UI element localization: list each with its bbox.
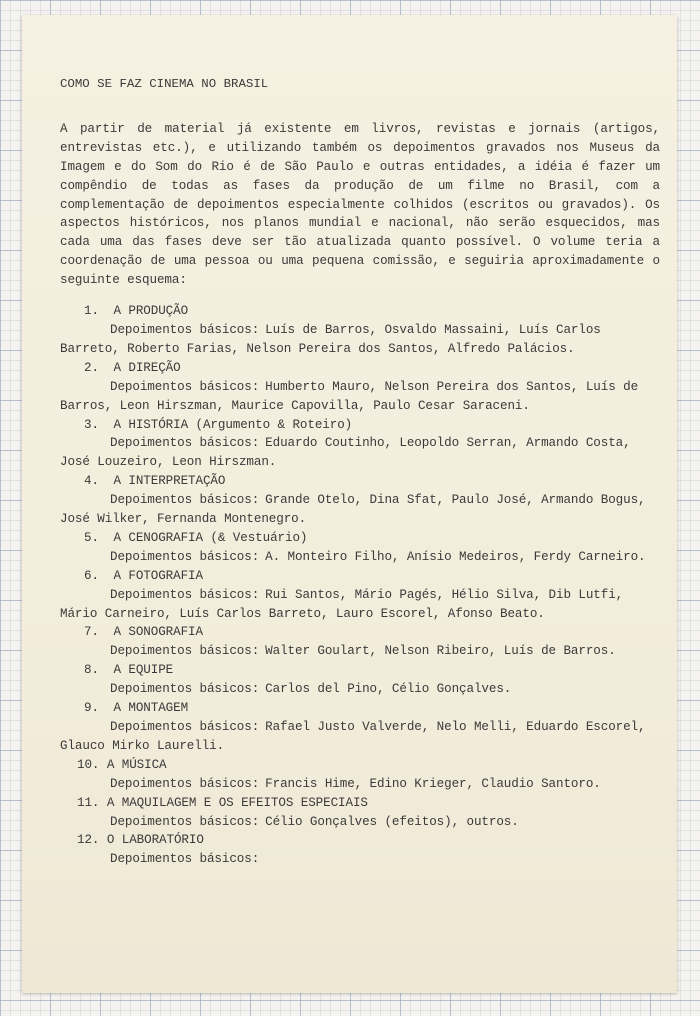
section-heading: A MÚSICA [106,757,167,772]
section-people: Célio Gonçalves (efeitos), outros. [265,814,519,829]
section-people: Rafael Justo Valverde, Nelo Melli, Eduardo Escorel, Glauco Mirko Laurelli. [60,720,646,753]
typed-document [60,75,660,869]
section-number: 10. [77,757,100,772]
section-number: 3. [84,417,99,432]
depoimentos-label: Depoimentos básicos: [110,852,260,867]
section-heading: A HISTÓRIA (Argumento & Roteiro) [113,417,353,432]
section-heading: A INTERPRETAÇÃO [113,474,226,489]
section-item [60,567,660,624]
section-item [60,794,660,832]
section-number: 4. [84,474,99,489]
section-heading: A DIREÇÃO [113,360,181,375]
section-heading: A EQUIPE [113,663,174,678]
section-people: A. Monteiro Filho, Anísio Medeiros, Ferdy Carneiro. [265,549,646,564]
section-heading: A MONTAGEM [113,701,189,716]
section-item [60,623,660,661]
section-number: 11. [77,795,100,810]
intro-paragraph: A partir de material já existente em livros, revistas e jornais (artigos, entrevistas etc.), e utilizando também os depoimentos gravados nos Museus da Imagem e do Som do Rio é de São Paulo e outras entidades, a idéia é fazer um compêndio de todas as fases da produção de um filme no Brasil, com a complementação de depoimentos especialmente colhidos (escritos ou gravados). Os aspectos históricos, nos planos mundial e nacional, não serão esquecidos, mas cada uma das fases deve ser tão atualizada quanto possível. O volume teria a coordenação de uma pessoa ou uma pequena comissão, e seguiria aproximadamente o seguinte esquema: [60,121,660,288]
section-people: Francis Hime, Edino Krieger, Claudio Santoro. [265,776,601,791]
section-people: Humberto Mauro, Nelson Pereira dos Santos, Luís de Barros, Leon Hirszman, Maurice Capovilla, Paulo Cesar Saraceni. [60,379,639,413]
section-item [60,831,660,869]
depoimentos-label: Depoimentos básicos: [110,322,260,337]
section-heading: A MAQUILAGEM E OS EFEITOS ESPECIAIS [106,795,368,810]
document-title: COMO SE FAZ CINEMA NO BRASIL [60,77,269,91]
section-number: 2. [84,360,99,375]
section-number: 5. [84,530,99,545]
section-people: Luís de Barros, Osvaldo Massaini, Luís Carlos Barreto, Roberto Farias, Nelson Pereira dos Santos, Alfredo Palácios. [60,322,601,356]
section-people: Eduardo Coutinho, Leopoldo Serran, Armando Costa, José Louzeiro, Leon Hirszman. [60,436,631,470]
section-item [60,756,660,794]
depoimentos-label: Depoimentos básicos: [110,379,260,394]
section-item [60,416,660,473]
depoimentos-label: Depoimentos básicos: [110,549,260,564]
depoimentos-label: Depoimentos básicos: [110,644,260,659]
section-heading: A CENOGRAFIA (& Vestuário) [113,530,308,545]
section-people: Walter Goulart, Nelson Ribeiro, Luís de Barros. [265,644,616,659]
section-item [60,472,660,529]
section-item [60,661,660,699]
section-item [60,302,660,359]
section-item [60,699,660,756]
depoimentos-label: Depoimentos básicos: [110,682,260,697]
depoimentos-label: Depoimentos básicos: [110,587,260,602]
section-number: 6. [84,568,99,583]
section-item [60,529,660,567]
section-people: Carlos del Pino, Célio Gonçalves. [265,682,512,697]
section-number: 12. [77,833,100,848]
section-number: 8. [84,663,99,678]
section-item [60,359,660,416]
section-number: 7. [84,625,99,640]
depoimentos-label: Depoimentos básicos: [110,436,260,451]
section-people: Rui Santos, Mário Pagés, Hélio Silva, Dib Lutfi, Mário Carneiro, Luís Carlos Barreto, Lauro Escorel, Afonso Beato. [60,587,624,621]
depoimentos-label: Depoimentos básicos: [110,814,260,829]
section-heading: A SONOGRAFIA [113,625,203,640]
section-number: 9. [84,701,99,716]
depoimentos-label: Depoimentos básicos: [110,720,260,734]
section-heading: O LABORATÓRIO [106,833,204,848]
depoimentos-label: Depoimentos básicos: [110,776,260,791]
section-heading: A PRODUÇÃO [113,304,189,319]
section-people: Grande Otelo, Dina Sfat, Paulo José, Armando Bogus, José Wilker, Fernanda Montenegro. [60,493,646,527]
typed-paper-sheet [22,15,677,993]
section-heading: A FOTOGRAFIA [113,568,203,583]
depoimentos-label: Depoimentos básicos: [110,493,260,508]
section-number: 1. [84,304,99,319]
